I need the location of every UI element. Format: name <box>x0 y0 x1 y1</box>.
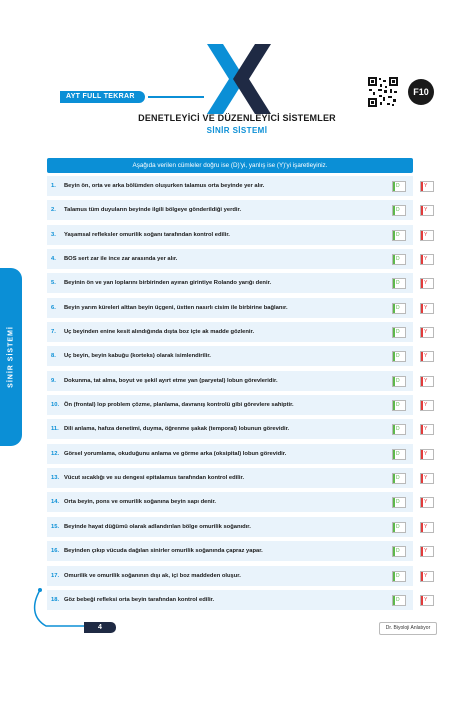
question-row <box>47 395 428 415</box>
question-number: 7. <box>51 329 56 336</box>
false-answer-label: Y <box>424 475 428 482</box>
question-number: 12. <box>51 450 60 457</box>
false-answer-box[interactable] <box>420 449 434 460</box>
true-answer-box[interactable] <box>392 181 406 192</box>
true-answer-label: D <box>396 596 400 603</box>
badge-divider <box>148 96 204 98</box>
question-text: Beyin ön, orta ve arka bölümden oluşurken talamus orta beyinde yer alır. <box>64 183 265 189</box>
question-text: Görsel yorumlama, okuduğunu anlama ve görme arka (oksipital) lobun görevidir. <box>64 450 287 457</box>
question-text: Göz bebeği refleksi orta beyin tarafından kontrol edilir. <box>64 596 215 603</box>
page-subtitle: SİNİR SİSTEMİ <box>206 126 268 135</box>
question-number: 16. <box>51 548 60 555</box>
true-answer-box[interactable] <box>392 327 406 338</box>
true-answer-label: D <box>396 207 400 214</box>
false-answer-box[interactable] <box>420 522 434 533</box>
side-chapter-tab-label: SİNİR SİSTEMİ <box>7 326 15 388</box>
true-answer-label: D <box>396 475 400 482</box>
page-number: 4 <box>84 622 116 633</box>
question-number: 4. <box>51 256 56 263</box>
true-answer-label: D <box>396 353 400 360</box>
false-answer-label: Y <box>424 596 428 603</box>
question-text: Vücut sıcaklığı ve su dengesi epitalamus tarafından kontrol edilir. <box>64 475 245 482</box>
false-answer-label: Y <box>424 402 428 409</box>
true-answer-label: D <box>396 450 400 457</box>
publisher-logo-text: F10 <box>413 87 429 97</box>
false-answer-label: Y <box>424 207 428 214</box>
false-answer-label: Y <box>424 426 428 433</box>
false-answer-box[interactable] <box>420 571 434 582</box>
question-text: Talamus tüm duyuların beyinde ilgili bölgeye gönderildiği yerdir. <box>64 207 242 214</box>
false-answer-box[interactable] <box>420 424 434 435</box>
false-answer-label: Y <box>424 183 428 189</box>
question-row <box>47 200 428 220</box>
question-row <box>47 419 428 439</box>
false-answer-label: Y <box>424 450 428 457</box>
true-answer-label: D <box>396 402 400 409</box>
true-answer-label: D <box>396 280 400 287</box>
question-number: 8. <box>51 353 56 360</box>
true-answer-box[interactable] <box>392 424 406 435</box>
series-badge-label <box>60 91 145 103</box>
question-number: 17. <box>51 572 60 579</box>
true-answer-box[interactable] <box>392 546 406 557</box>
false-answer-label: Y <box>424 329 428 336</box>
question-number: 13. <box>51 475 60 482</box>
question-number: 9. <box>51 377 56 384</box>
badge-text: FULL TEKRAR <box>82 93 135 100</box>
badge-prefix: AYT <box>66 93 81 100</box>
page-title: DENETLEYİCİ VE DÜZENLEYİCİ SİSTEMLER <box>138 113 336 123</box>
question-number: 2. <box>51 207 56 214</box>
false-answer-box[interactable] <box>420 303 434 314</box>
question-row <box>47 322 428 342</box>
true-answer-box[interactable] <box>392 449 406 460</box>
false-answer-box[interactable] <box>420 278 434 289</box>
false-answer-box[interactable] <box>420 400 434 411</box>
false-answer-box[interactable] <box>420 205 434 216</box>
question-number: 6. <box>51 304 56 311</box>
publisher-logo <box>408 79 434 105</box>
question-row <box>47 225 428 245</box>
question-number: 5. <box>51 280 56 287</box>
true-answer-box[interactable] <box>392 400 406 411</box>
false-answer-label: Y <box>424 377 428 384</box>
question-row <box>47 176 428 196</box>
true-answer-label: D <box>396 377 400 384</box>
question-text: Dokunma, tat alma, boyut ve şekil ayırt etme yan (paryetal) lobun görevleridir. <box>64 377 278 384</box>
false-answer-label: Y <box>424 353 428 360</box>
false-answer-box[interactable] <box>420 546 434 557</box>
qr-code-icon <box>368 77 398 107</box>
false-answer-label: Y <box>424 499 428 506</box>
question-row <box>47 566 428 586</box>
true-answer-box[interactable] <box>392 473 406 484</box>
brand-chevron-logo <box>207 44 271 114</box>
question-row <box>47 444 428 464</box>
question-text: Beyin yarım küreleri alttan beyin üçgeni, üstten nasırlı cisim ile birbirine bağlanır. <box>64 304 288 311</box>
true-answer-box[interactable] <box>392 230 406 241</box>
true-answer-box[interactable] <box>392 205 406 216</box>
true-answer-label: D <box>396 183 400 189</box>
true-answer-box[interactable] <box>392 571 406 582</box>
true-answer-label: D <box>396 256 400 263</box>
true-answer-label: D <box>396 499 400 506</box>
question-number: 11. <box>51 426 59 433</box>
true-answer-box[interactable] <box>392 303 406 314</box>
question-text: Beyinde hayat düğümü olarak adlandırılan bölge omurilik soğanıdır. <box>64 523 251 530</box>
question-row <box>47 492 428 512</box>
false-answer-label: Y <box>424 256 428 263</box>
false-answer-label: Y <box>424 280 428 287</box>
footer-credit: Dr. Biyoloji Anlatıyor <box>379 622 437 635</box>
false-answer-label: Y <box>424 572 428 579</box>
question-text: Beyinden çıkıp vücuda dağılan sinirler omurilik soğanında çapraz yapar. <box>64 548 263 555</box>
question-row <box>47 541 428 561</box>
question-number: 3. <box>51 231 56 238</box>
true-answer-box[interactable] <box>392 254 406 265</box>
question-row <box>47 468 428 488</box>
question-text: Ön (frontal) lop problem çözme, planlama, davranış kontrolü gibi görevlere sahiptir. <box>64 402 294 409</box>
true-answer-box[interactable] <box>392 595 406 606</box>
question-text: Uç beyinden enine kesit alındığında dışta boz içte ak madde gözlenir. <box>64 329 255 336</box>
true-answer-label: D <box>396 548 400 555</box>
false-answer-box[interactable] <box>420 473 434 484</box>
false-answer-label: Y <box>424 231 428 238</box>
series-badge <box>60 91 204 103</box>
question-number: 14. <box>51 499 60 506</box>
false-answer-box[interactable] <box>420 254 434 265</box>
question-number: 18. <box>51 596 60 603</box>
true-answer-label: D <box>396 572 400 579</box>
question-text: Dili anlama, hafıza denetimi, duyma, öğrenme şakak (temporal) lobunun görevidir. <box>64 426 290 433</box>
false-answer-box[interactable] <box>420 376 434 387</box>
true-answer-label: D <box>396 231 400 238</box>
question-text: Uç beyin, beyin kabuğu (korteks) olarak isimlendirilir. <box>64 353 211 360</box>
false-answer-box[interactable] <box>420 497 434 508</box>
question-text: BOS sert zar ile ince zar arasında yer alır. <box>64 256 178 263</box>
question-row <box>47 517 428 537</box>
true-answer-label: D <box>396 523 400 530</box>
question-row <box>47 298 428 318</box>
true-answer-label: D <box>396 329 400 336</box>
true-answer-box[interactable] <box>392 497 406 508</box>
question-text: Omurilik ve omurilik soğanının dışı ak, içi boz maddeden oluşur. <box>64 572 241 579</box>
false-answer-box[interactable] <box>420 327 434 338</box>
question-text: Yaşamsal refleksler omurilik soğanı tarafından kontrol edilir. <box>64 231 230 238</box>
false-answer-label: Y <box>424 304 428 311</box>
true-answer-label: D <box>396 304 400 311</box>
false-answer-box[interactable] <box>420 230 434 241</box>
question-row <box>47 273 428 293</box>
true-answer-label: D <box>396 426 400 433</box>
true-answer-box[interactable] <box>392 278 406 289</box>
false-answer-box[interactable] <box>420 351 434 362</box>
false-answer-box[interactable] <box>420 181 434 192</box>
false-answer-label: Y <box>424 523 428 530</box>
question-row <box>47 346 428 366</box>
question-row <box>47 371 428 391</box>
true-answer-box[interactable] <box>392 376 406 387</box>
question-text: Orta beyin, pons ve omurilik soğanına beyin sapı denir. <box>64 499 217 506</box>
false-answer-box[interactable] <box>420 595 434 606</box>
question-row <box>47 249 428 269</box>
question-number: 10. <box>51 402 60 409</box>
false-answer-label: Y <box>424 548 428 555</box>
question-number: 1. <box>51 183 56 189</box>
question-number: 15. <box>51 523 60 530</box>
true-answer-box[interactable] <box>392 522 406 533</box>
question-list <box>47 176 428 614</box>
instruction-banner: Aşağıda verilen cümleler doğru ise (D)'yi, yanlış ise (Y)'yi işaretleyiniz. <box>47 158 413 173</box>
question-text: Beyinin ön ve yan loplarını birbirinden ayıran girintiye Rolando yarığı denir. <box>64 280 272 287</box>
true-answer-box[interactable] <box>392 351 406 362</box>
